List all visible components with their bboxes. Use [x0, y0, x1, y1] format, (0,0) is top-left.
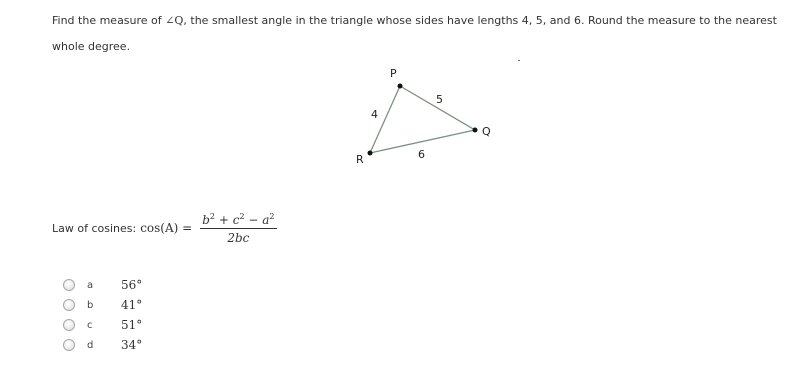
- choice-b[interactable]: [63, 295, 142, 315]
- choice-value: 34°: [121, 338, 143, 352]
- question-text: [52, 8, 792, 60]
- exp-a: 2: [269, 211, 275, 221]
- vertex-q-label: Q: [482, 125, 491, 138]
- choice-value: 51°: [121, 318, 143, 332]
- exp-b: 2: [209, 211, 215, 221]
- side-pr-length: 4: [371, 108, 378, 121]
- vertex-q-point: [473, 128, 478, 133]
- law-lhs: cos(A) =: [140, 221, 193, 235]
- choice-d[interactable]: [63, 335, 142, 355]
- law-numerator: [200, 212, 276, 229]
- law-denominator: 2bc: [227, 230, 250, 245]
- term-a: a: [262, 212, 270, 227]
- radio-button-a[interactable]: [63, 279, 75, 291]
- triangle-figure: [340, 60, 510, 180]
- vertex-p-point: [398, 84, 403, 89]
- radio-button-d[interactable]: [63, 339, 75, 351]
- choice-letter: a: [87, 279, 94, 291]
- law-fraction: [200, 212, 276, 245]
- triangle-diagram: [340, 60, 510, 180]
- exp-c: 2: [239, 211, 245, 221]
- answer-choices: [63, 275, 142, 355]
- side-rq-length: 6: [418, 148, 425, 161]
- choice-letter: d: [87, 339, 94, 351]
- plus-sign: +: [218, 212, 229, 227]
- term-b: b: [202, 212, 210, 227]
- term-c: c: [232, 212, 240, 227]
- vertex-p-label: P: [390, 67, 397, 80]
- choice-c[interactable]: [63, 315, 142, 335]
- choice-letter: c: [87, 319, 93, 331]
- minus-sign: −: [248, 212, 259, 227]
- vertex-r-label: R: [356, 153, 364, 166]
- side-pq-length: 5: [436, 93, 443, 106]
- law-formula: [140, 212, 276, 245]
- angle-q-symbol: ∠Q: [165, 14, 184, 27]
- radio-button-b[interactable]: [63, 299, 75, 311]
- radio-button-c[interactable]: [63, 319, 75, 331]
- stray-mark: [518, 60, 520, 61]
- law-of-cosines: [52, 205, 277, 251]
- choice-letter: b: [87, 299, 94, 311]
- choice-value: 56°: [121, 278, 143, 292]
- law-label: Law of cosines:: [52, 221, 137, 235]
- choice-value: 41°: [121, 298, 143, 312]
- vertex-r-point: [368, 151, 373, 156]
- choice-a[interactable]: [63, 275, 142, 295]
- question-text-end: , the smallest angle in the triangle whose sides have lengths 4, 5, and 6. Round the measure to the nearest whole degree.: [52, 14, 777, 53]
- question-text-start: Find the measure of: [52, 14, 166, 27]
